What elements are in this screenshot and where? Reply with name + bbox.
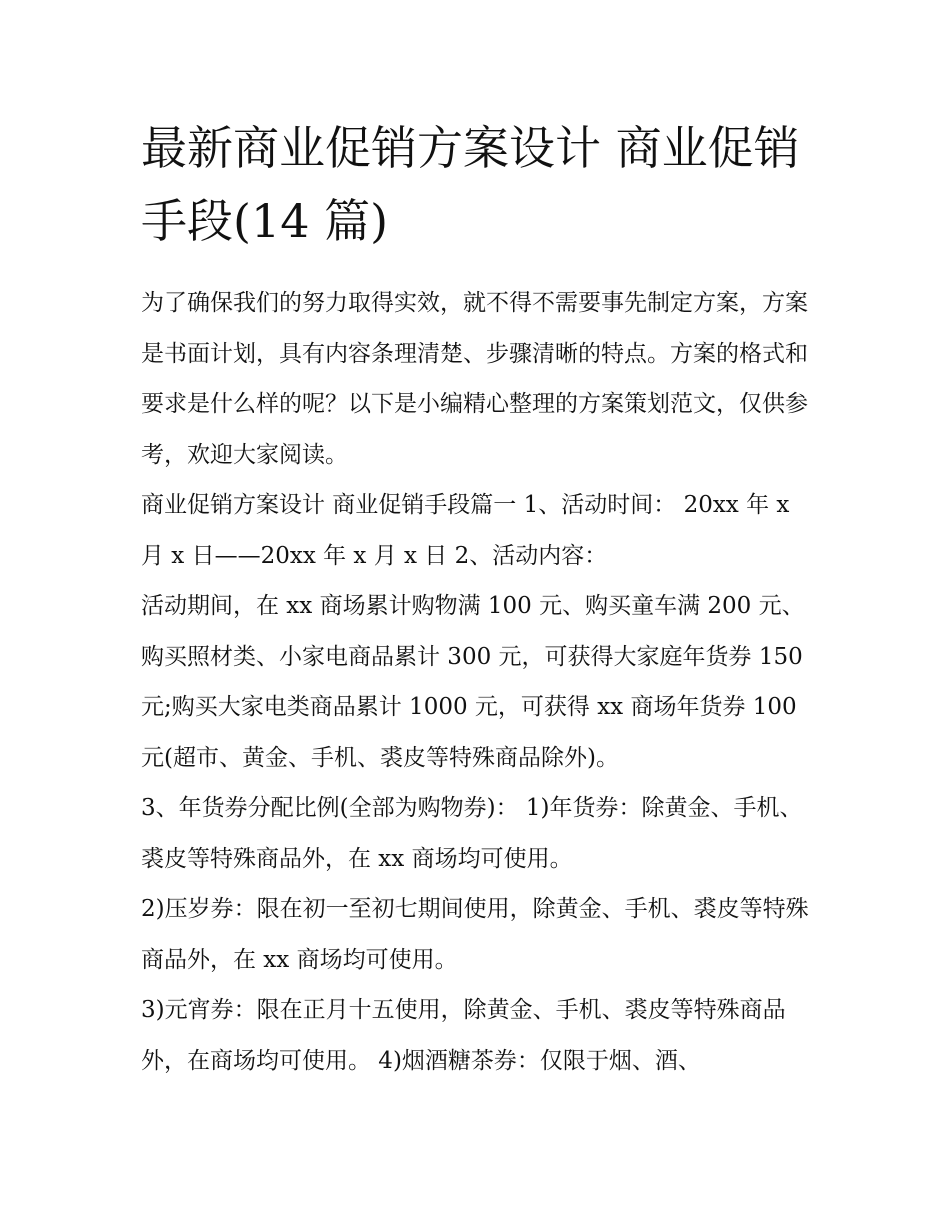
paragraph-lantern-coupon: 3)元宵券：限在正月十五使用，除黄金、手机、裘皮等特殊商品外，在商场均可使用。 4)烟酒糖茶券：仅限于烟、酒、 — [141, 997, 786, 1074]
paragraph-coupon-ratio: 3、年货券分配比例(全部为购物券)： 1)年货券：除黄金、手机、裘皮等特殊商品外，在 xx 商场均可使用。 — [141, 795, 803, 872]
document-page — [141, 112, 813, 1086]
paragraph-activity-content: 活动期间，在 xx 商场累计购物满 100 元、购买童车满 200 元、购买照材类、小家电商品累计 300 元，可获得大家庭年货券 150 元;购买大家电类商品累计 1000 元，可获得 xx 商场年货券 100 元(超市、黄金、手机、裘皮等特殊商品除外)。 — [141, 593, 805, 771]
paragraph-activity-time: 商业促销方案设计 商业促销手段篇一 1、活动时间： 20xx 年 x 月 x 日——20xx 年 x 月 x 日 2、活动内容： — [141, 492, 790, 569]
paragraph-intro: 为了确保我们的努力取得实效，就不得不需要事先制定方案，方案是书面计划，具有内容条理清楚、步骤清晰的特点。方案的格式和要求是什么样的呢？以下是小编精心整理的方案策划范文，仅供参考，欢迎大家阅读。 — [141, 290, 808, 468]
paragraph-new-year-coupon: 2)压岁券：限在初一至初七期间使用，除黄金、手机、裘皮等特殊商品外，在 xx 商场均可使用。 — [141, 896, 809, 973]
document-title: 最新商业促销方案设计 商业促销手段(14 篇) — [141, 121, 800, 248]
